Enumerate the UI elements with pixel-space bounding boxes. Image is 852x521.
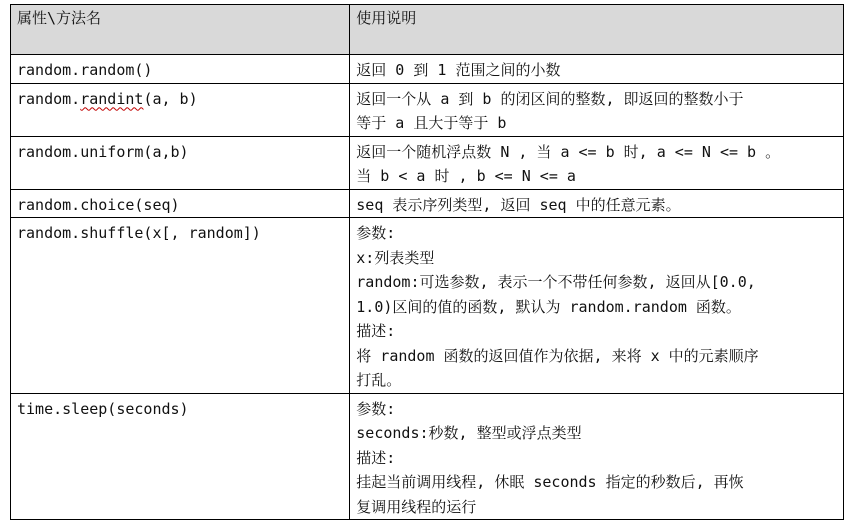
method-name-prefix: random. [17, 89, 81, 108]
description-line: 打乱。 [356, 371, 402, 389]
method-name: random.shuffle(x[, random]) [11, 218, 350, 394]
description-line: 挂起当前调用线程, 休眠 seconds 指定的秒数后, 再恢 [356, 473, 744, 491]
description-line: random:可选参数, 表示一个不带任何参数, 返回从[0.0, [356, 273, 756, 291]
description-line: 参数: [356, 399, 396, 418]
method-description [350, 55, 844, 84]
method-name [11, 83, 350, 136]
method-name: random.uniform(a,b) [11, 136, 350, 189]
description-line: 复调用线程的运行 [356, 497, 477, 516]
description-line: 描述: [356, 322, 396, 340]
table-row [11, 393, 844, 520]
method-description [350, 218, 844, 394]
description-line: 参数: [356, 224, 396, 242]
description-line: 1.0)区间的值的函数, 默认为 random.random 函数。 [356, 297, 741, 316]
description-line: x:列表类型 [356, 248, 435, 267]
method-name-suffix: (a, b) [143, 89, 198, 108]
methods-table [10, 4, 844, 520]
description-line: 当 b < a 时 , b <= N <= a [356, 167, 576, 185]
method-description [350, 136, 844, 189]
header-usage-description: 使用说明 [350, 5, 844, 55]
spellcheck-flagged-word: randint [80, 89, 144, 108]
description-line: 返回一个从 a 到 b 的闭区间的整数, 即返回的整数小于 [356, 89, 744, 108]
description-line: 描述: [356, 448, 396, 467]
table-header-row [11, 5, 844, 55]
table-row [11, 55, 844, 84]
method-description [350, 83, 844, 136]
description-line: 返回一个随机浮点数 N , 当 a <= b 时, a <= N <= b 。 [356, 142, 781, 161]
description-line: seconds:秒数, 整型或浮点类型 [356, 424, 582, 442]
table-row [11, 136, 844, 189]
table-row [11, 218, 844, 394]
method-description [350, 393, 844, 520]
method-description [350, 189, 844, 218]
description-line: 返回 0 到 1 范围之间的小数 [356, 61, 561, 79]
description-line: 等于 a 且大于等于 b [356, 114, 507, 132]
method-name: time.sleep(seconds) [11, 393, 350, 520]
table-row [11, 189, 844, 218]
method-name: random.random() [11, 55, 350, 84]
header-attribute-name: 属性\方法名 [11, 5, 350, 55]
description-line: seq 表示序列类型, 返回 seq 中的任意元素。 [356, 195, 681, 214]
description-line: 将 random 函数的返回值作为依据, 来将 x 中的元素顺序 [356, 346, 759, 365]
method-name: random.choice(seq) [11, 189, 350, 218]
table-row [11, 83, 844, 136]
